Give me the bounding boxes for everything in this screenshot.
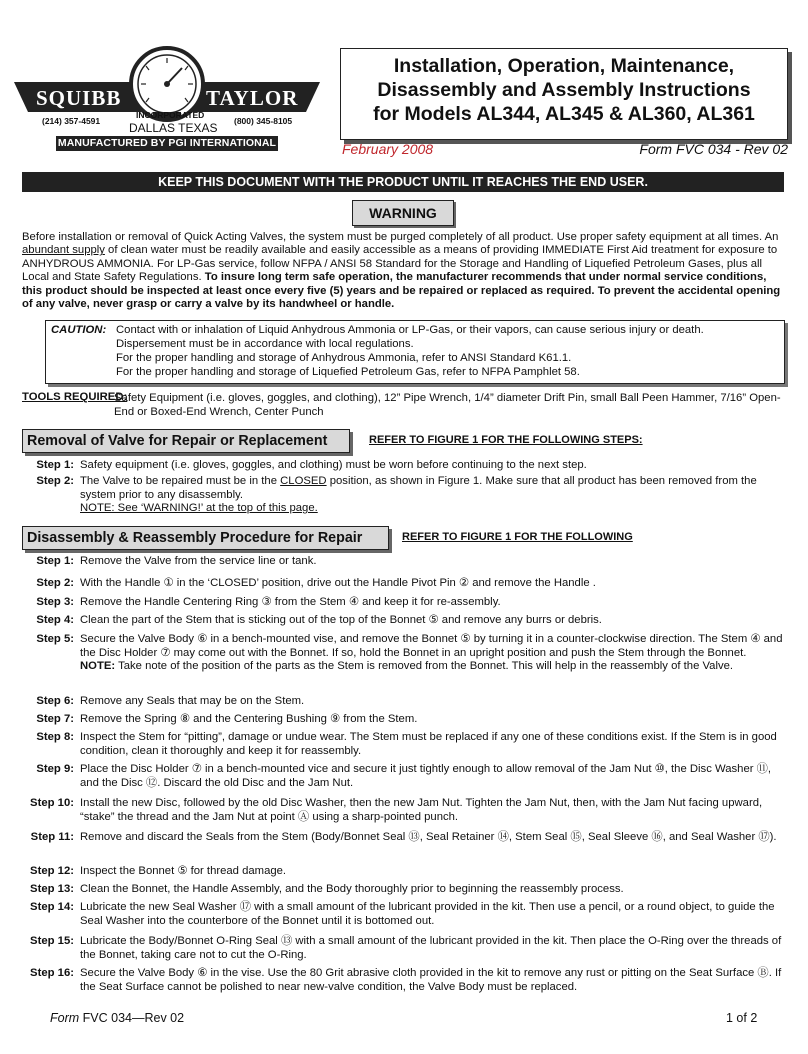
footer-page-number: 1 of 2 (726, 1011, 758, 1025)
caution-label: CAUTION: (51, 324, 107, 336)
step-text: Remove the Spring ⑧ and the Centering Bushing ⑨ from the Stem. (80, 713, 418, 725)
step-text: With the Handle ① in the ‘CLOSED’ position, drive out the Handle Pivot Pin ② and remove the Handle . (80, 577, 596, 589)
title-line-1: Installation, Operation, Maintenance, (393, 55, 735, 77)
title-line-3: for Models AL344, AL345 & AL360, AL361 (373, 103, 755, 125)
step-text: Install the new Disc, followed by the old Disc Washer, then the new Jam Nut. Tighten the Jam Nut, then, with the Jam Nut facing upward, “stake” the thread and the Jam Nut at point Ⓐ using a sharp-pointed punch. (80, 797, 763, 823)
title-line-2: Disassembly and Assembly Instructions (377, 79, 751, 101)
step-label: Step 12: (30, 865, 74, 877)
step-label: Step 2: (36, 577, 74, 589)
step-label: Step 1: (36, 555, 74, 567)
step-label: Step 7: (36, 713, 74, 725)
caution-line-4: For the proper handling and storage of Liquefied Petroleum Gas, refer to NFPA Pamphlet 58. (116, 366, 580, 378)
caution-box (45, 320, 785, 384)
step-label: Step 9: (36, 763, 74, 775)
logo-phone-right: (800) 345-8105 (234, 116, 293, 126)
form-number: Form FVC 034 - Rev 02 (639, 141, 788, 157)
step-text: Remove and discard the Seals from the Stem (Body/Bonnet Seal ⑬, Seal Retainer ⑭, Stem Seal ⑮, Seal Sleeve ⑯, and Seal Washer ⑰). (80, 831, 777, 843)
logo-brand-left: SQUIBB (36, 86, 122, 110)
step-text: Lubricate the new Seal Washer ⑰ with a small amount of the lubricant provided in the kit. Then use a pencil, or a round object, to guide the Seal Washer into the counterbore of the Bonnet until it is bottomed out. (80, 901, 775, 927)
title-box (340, 48, 788, 140)
step-text: Secure the Valve Body ⑥ in a bench-mounted vise, and remove the Bonnet ⑤ by turning it in a counter-clockwise direction. The Stem ④ and the Disc Holder ⑦ may come out with the Bonnet. If so, hold the Bonnet in an upright position and push the Stem through the Bonnet. (80, 633, 783, 659)
step-note-text: Take note of the position of the parts as the Stem is removed from the Bonnet. This will help in the reassembly of the Valve. (115, 660, 734, 673)
footer-form-number: Form FVC 034—Rev 02 (50, 1011, 185, 1025)
logo-manufacturer-banner: MANUFACTURED BY PGI INTERNATIONAL (57, 137, 277, 149)
document-title (341, 54, 787, 126)
company-logo (14, 44, 320, 154)
disassembly-heading: Disassembly & Reassembly Procedure for Repair (22, 526, 389, 550)
step-note-label: NOTE: (80, 660, 116, 673)
form-date: February 2008 (342, 141, 434, 157)
step-label: Step 8: (36, 731, 74, 743)
step-text: Lubricate the Body/Bonnet O-Ring Seal ⑬ with a small amount of the lubricant provided in the kit. Then place the O-Ring over the threads of the Bonnet, taking care not to cut the O-Ring. (80, 935, 782, 961)
logo-incorporated: INCORPORATED (136, 110, 205, 120)
step-label: Step 11: (30, 831, 74, 843)
removal-step-2-note: NOTE: See ‘WARNING!’ at the top of this page. (80, 502, 318, 515)
removal-reference: REFER TO FIGURE 1 FOR THE FOLLOWING STEPS: (369, 434, 643, 446)
step-label: Step 15: (30, 935, 74, 947)
removal-heading: Removal of Valve for Repair or Replacement (22, 429, 350, 453)
warning-paragraph: Before installation or removal of Quick Acting Valves, the system must be purged completely of all product. Use proper safety equipment at all times. An abundant supply of clean water must be readily available and easily accessible as a means of providing IMMEDIATE First Aid treatment for exposure to ANHYDROUS AMMONIA. For LP-Gas service, follow NFPA / ANSI 58 Standard for the Storage and Handling of Liquefied Petroleum Gases, plus all Local and State Safety Regulations. To insure long term safe operation, the manufacturer recommends that under normal service conditions, this product should be inspected at least once every five (5) years and be repaired or replaced as required. To prevent the accidental opening of any valve, never grasp or carry a valve by its handwheel or handle. (22, 231, 781, 311)
logo-brand-right: TAYLOR (206, 86, 299, 110)
step-label: Step 16: (30, 967, 74, 979)
step-label: Step 6: (36, 695, 74, 707)
step-label: Step 10: (30, 797, 74, 809)
tools-text: Safety Equipment (i.e. gloves, goggles, and clothing), 12” Pipe Wrench, 1/4” diameter Drift Pin, small Ball Peen Hammer, 7/16” Open-End or Boxed-End Wrench, Center Punch (114, 392, 781, 418)
step-text: Inspect the Stem for “pitting”, damage or undue wear. The Stem must be replaced if any one of these conditions exist. If the Stem is in good condition, clean it thoroughly and keep it for reassembly. (80, 731, 777, 757)
warning-label: WARNING (352, 200, 454, 226)
caution-line-2: Dispersement must be in accordance with local regulations. (116, 338, 414, 350)
step-label: Step 5: (36, 633, 74, 645)
disassembly-reference: REFER TO FIGURE 1 FOR THE FOLLOWING (402, 531, 633, 543)
step-text: Remove any Seals that may be on the Stem. (80, 695, 305, 707)
step-label: Step 13: (30, 883, 74, 895)
tools-label: TOOLS REQUIRED: (22, 391, 128, 403)
step-text: Clean the part of the Stem that is sticking out of the top of the Bonnet ⑤ and remove any burrs or debris. (80, 614, 602, 626)
step-text: Secure the Valve Body ⑥ in the vise. Use the 80 Grit abrasive cloth provided in the kit to remove any rust or pitting on the Seat Surface Ⓑ. If the Seat Surface cannot be polished to near new-valve condition, the Valve Body must be replaced. (80, 967, 782, 993)
step-label: Step 14: (30, 901, 74, 913)
logo-city: DALLAS TEXAS (129, 121, 218, 135)
step-text: Remove the Handle Centering Ring ③ from the Stem ④ and keep it for re-assembly. (80, 596, 501, 608)
step-label: Step 4: (36, 614, 74, 626)
step-text: Remove the Valve from the service line or tank. (80, 555, 317, 567)
step-label: Step 3: (36, 596, 74, 608)
step-text: Clean the Bonnet, the Handle Assembly, and the Body thoroughly prior to beginning the reassembly process. (80, 883, 624, 895)
caution-line-1: Contact with or inhalation of Liquid Anhydrous Ammonia or LP-Gas, or their vapors, can cause serious injury or death. (116, 324, 704, 336)
step-text: Place the Disc Holder ⑦ in a bench-mounted vice and secure it just tightly enough to allow removal of the Jam Nut ⑩, the Disc Washer ⑪, and the Disc ⑫. Discard the old Disc and the Jam Nut. (80, 763, 772, 789)
logo-phone-left: (214) 357-4591 (42, 116, 101, 126)
caution-line-3: For the proper handling and storage of Anhydrous Ammonia, refer to ANSI Standard K61.1. (116, 352, 572, 364)
step-text: Inspect the Bonnet ⑤ for thread damage. (80, 865, 287, 877)
keep-document-banner: KEEP THIS DOCUMENT WITH THE PRODUCT UNTIL IT REACHES THE END USER. (22, 172, 784, 192)
